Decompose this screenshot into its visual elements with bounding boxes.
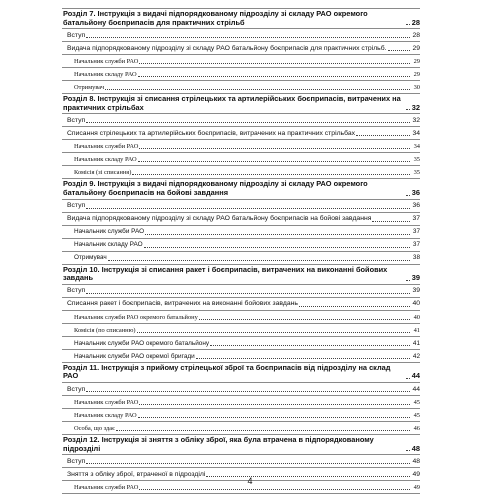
toc-leader-dots: [86, 390, 410, 392]
toc-page-number: 45: [413, 398, 420, 406]
toc-leader-dots: [144, 246, 410, 248]
toc-entry-title: Списання стрілецьких та артилерійських боєприпасів, витрачених на практичних стрільбах: [67, 129, 356, 137]
toc-subsection-row[interactable]: [62, 200, 420, 213]
toc-entry-title: Зняття з обліку зброї, втраченої в підрозділі: [67, 470, 206, 478]
toc-page-number: 32: [411, 102, 420, 112]
toc-page-number: 29: [413, 70, 420, 78]
toc-role-row[interactable]: [62, 311, 420, 324]
toc-subsection-row[interactable]: [62, 455, 420, 468]
toc-page-number: 36: [411, 187, 420, 197]
toc-role-row[interactable]: [62, 226, 420, 239]
toc-entry-title: Розділ 7. Інструкція з видачі підпорядкованому підрозділу зі складу РАО окремого батальйону боєприпасів для практичних стрільб: [63, 9, 368, 27]
toc-subsection-row[interactable]: [62, 114, 420, 127]
toc-entry-title: Комісія (зі списання): [74, 169, 132, 177]
toc-leader-dots: [137, 331, 411, 333]
toc-page-number: 34: [412, 129, 420, 137]
toc-entry-title: Начальник складу РАО: [74, 411, 137, 419]
toc-leader-dots: [356, 134, 410, 136]
toc-page-number: 40: [413, 313, 420, 321]
toc-leader-dots: [145, 233, 410, 235]
toc-role-row[interactable]: [62, 140, 420, 153]
toc-entry-title: Начальник служби РАО: [74, 483, 139, 491]
toc-leader-dots: [138, 416, 410, 418]
toc-leader-dots: [138, 160, 410, 162]
toc-role-row[interactable]: [62, 409, 420, 422]
toc-page-number: 48: [412, 457, 420, 465]
toc-section-row[interactable]: [62, 94, 420, 114]
toc-page-number: 45: [413, 411, 420, 419]
toc-page-number: 34: [413, 143, 420, 151]
toc-leader-dots: [139, 403, 410, 405]
toc-role-row[interactable]: [62, 166, 420, 179]
toc-entry-title: Начальник служби РАО: [74, 398, 139, 406]
toc-entry-title: Розділ 10. Інструкція зі списання ракет і боєприпасів, витрачених на виконанні бойових завдань: [63, 264, 388, 283]
toc-entry-title: Розділ 12. Інструкція зі зняття з обліку зброї, яка була втрачена в підпорядкованому підрозділі: [63, 434, 374, 453]
toc-leader-dots: [210, 344, 410, 346]
toc-page-number: 30: [413, 83, 420, 91]
toc-entry-title: Начальник служби РАО окремого батальйону: [74, 313, 198, 321]
toc-section-row[interactable]: [62, 265, 420, 285]
toc-leader-dots: [86, 292, 410, 294]
toc-page-number: 42: [412, 352, 420, 360]
toc-page-number: 37: [412, 241, 420, 249]
toc-page-number: 37: [412, 215, 420, 223]
toc-leader-dots: [406, 108, 410, 110]
toc-entry-title: Отримувач: [74, 83, 105, 91]
toc-page-number: 41: [413, 326, 420, 334]
toc-leader-dots: [139, 147, 410, 149]
toc-page-number: 38: [412, 254, 420, 262]
toc-subsection-row[interactable]: [62, 127, 420, 140]
toc-section-row[interactable]: [62, 435, 420, 455]
toc-section-row[interactable]: [62, 179, 420, 199]
toc-entry-title: Начальник служби РАО: [74, 57, 139, 65]
toc-page-number: 29: [412, 44, 420, 52]
toc-leader-dots: [199, 318, 410, 320]
toc-entry-title: Начальник служби РАО: [74, 228, 145, 236]
toc-entry-title: Вступ: [67, 385, 86, 393]
toc-page-number: 39: [412, 287, 420, 295]
toc-entry-title: Начальник складу РАО: [74, 241, 143, 249]
toc-entry-title: Видача підпорядкованому підрозділу зі складу РАО батальйону боєприпасів на бойові завдання: [67, 215, 372, 223]
table-of-contents: [62, 8, 420, 494]
toc-subsection-row[interactable]: [62, 213, 420, 226]
toc-subsection-row[interactable]: [62, 285, 420, 298]
toc-leader-dots: [406, 449, 410, 451]
toc-entry-title: Вступ: [67, 31, 86, 39]
toc-page-number: 37: [412, 228, 420, 236]
toc-entry-title: Начальник складу РАО: [74, 156, 137, 164]
toc-role-row[interactable]: [62, 350, 420, 363]
toc-role-row[interactable]: [62, 337, 420, 350]
toc-entry-title: Розділ 11. Інструкція з прийому стрілецької зброї та боєприпасів від підрозділу на склад РАО: [63, 362, 391, 381]
toc-leader-dots: [86, 36, 410, 38]
toc-page-number: 46: [413, 424, 420, 432]
toc-role-row[interactable]: [62, 81, 420, 94]
toc-leader-dots: [139, 488, 410, 490]
toc-entry-title: Начальник служби РАО: [74, 143, 139, 151]
toc-page-number: 40: [412, 300, 420, 308]
toc-role-row[interactable]: [62, 239, 420, 252]
toc-page-number: 49: [413, 483, 420, 491]
toc-entry-title: Розділ 8. Інструкція зі списання стрілецьких та артилерійських боєприпасів, витрачених на практичних стрільбах: [63, 94, 401, 112]
toc-leader-dots: [139, 62, 410, 64]
toc-entry-title: Списання ракет і боєприпасів, витрачених на виконанні бойових завдань: [67, 300, 298, 308]
toc-leader-dots: [86, 462, 410, 464]
toc-leader-dots: [406, 194, 410, 196]
toc-leader-dots: [406, 23, 410, 25]
toc-page-number: 28: [412, 31, 420, 39]
toc-leader-dots: [132, 173, 410, 175]
toc-page-number: 44: [412, 385, 420, 393]
toc-page-number: 44: [411, 371, 420, 381]
toc-role-row[interactable]: [62, 324, 420, 337]
toc-page-number: 36: [412, 202, 420, 210]
toc-role-row[interactable]: [62, 153, 420, 166]
toc-leader-dots: [372, 220, 410, 222]
toc-section-row[interactable]: [62, 9, 420, 29]
page-number: 4: [247, 476, 253, 486]
toc-entry-title: Особа, що здає: [74, 424, 115, 432]
toc-leader-dots: [86, 121, 410, 123]
toc-leader-dots: [108, 259, 410, 261]
toc-entry-title: Начальник складу РАО: [74, 70, 137, 78]
toc-leader-dots: [406, 377, 410, 379]
toc-page-number: 29: [413, 57, 420, 65]
toc-page-number: 35: [413, 169, 420, 177]
toc-entry-title: Начальник служби РАО окремого батальйону: [74, 339, 210, 347]
toc-entry-title: Начальник служби РАО окремої бригади: [74, 352, 195, 360]
toc-leader-dots: [196, 357, 410, 359]
toc-page-number: 39: [411, 273, 420, 283]
toc-leader-dots: [388, 49, 411, 51]
toc-leader-dots: [116, 429, 410, 431]
toc-entry-title: Вступ: [67, 287, 86, 295]
toc-entry-title: Видача підпорядкованому підрозділу зі складу РАО батальйону боєприпасів для практичних стрільб.: [67, 44, 387, 52]
toc-leader-dots: [105, 88, 410, 90]
toc-entry-title: Вступ: [67, 202, 86, 210]
toc-page-number: 35: [413, 156, 420, 164]
toc-leader-dots: [86, 207, 410, 209]
toc-page-number: 32: [412, 116, 420, 124]
toc-leader-dots: [406, 279, 410, 281]
toc-page-number: 49: [412, 470, 420, 478]
toc-page-number: 41: [412, 339, 420, 347]
toc-entry-title: Комісія (по списанню): [74, 326, 136, 334]
toc-subsection-row[interactable]: [62, 29, 420, 42]
toc-role-row[interactable]: [62, 68, 420, 81]
toc-leader-dots: [138, 75, 410, 77]
toc-subsection-row[interactable]: [62, 298, 420, 311]
toc-entry-title: Вступ: [67, 457, 86, 465]
toc-entry-title: Отримувач: [74, 254, 107, 262]
toc-entry-title: Розділ 9. Інструкція з видачі підпорядкованому підрозділу зі складу РАО окремого батальйону боєприпасів на бойові завдання: [63, 179, 368, 197]
toc-subsection-row[interactable]: [62, 383, 420, 396]
toc-role-row[interactable]: [62, 252, 420, 265]
toc-section-row[interactable]: [62, 363, 420, 383]
toc-role-row[interactable]: [62, 422, 420, 435]
toc-entry-title: Вступ: [67, 116, 86, 124]
toc-role-row[interactable]: [62, 55, 420, 68]
toc-leader-dots: [299, 305, 410, 307]
toc-subsection-row[interactable]: [62, 42, 420, 55]
toc-page-number: 48: [411, 443, 420, 453]
toc-page-number: 28: [411, 17, 420, 27]
toc-role-row[interactable]: [62, 396, 420, 409]
